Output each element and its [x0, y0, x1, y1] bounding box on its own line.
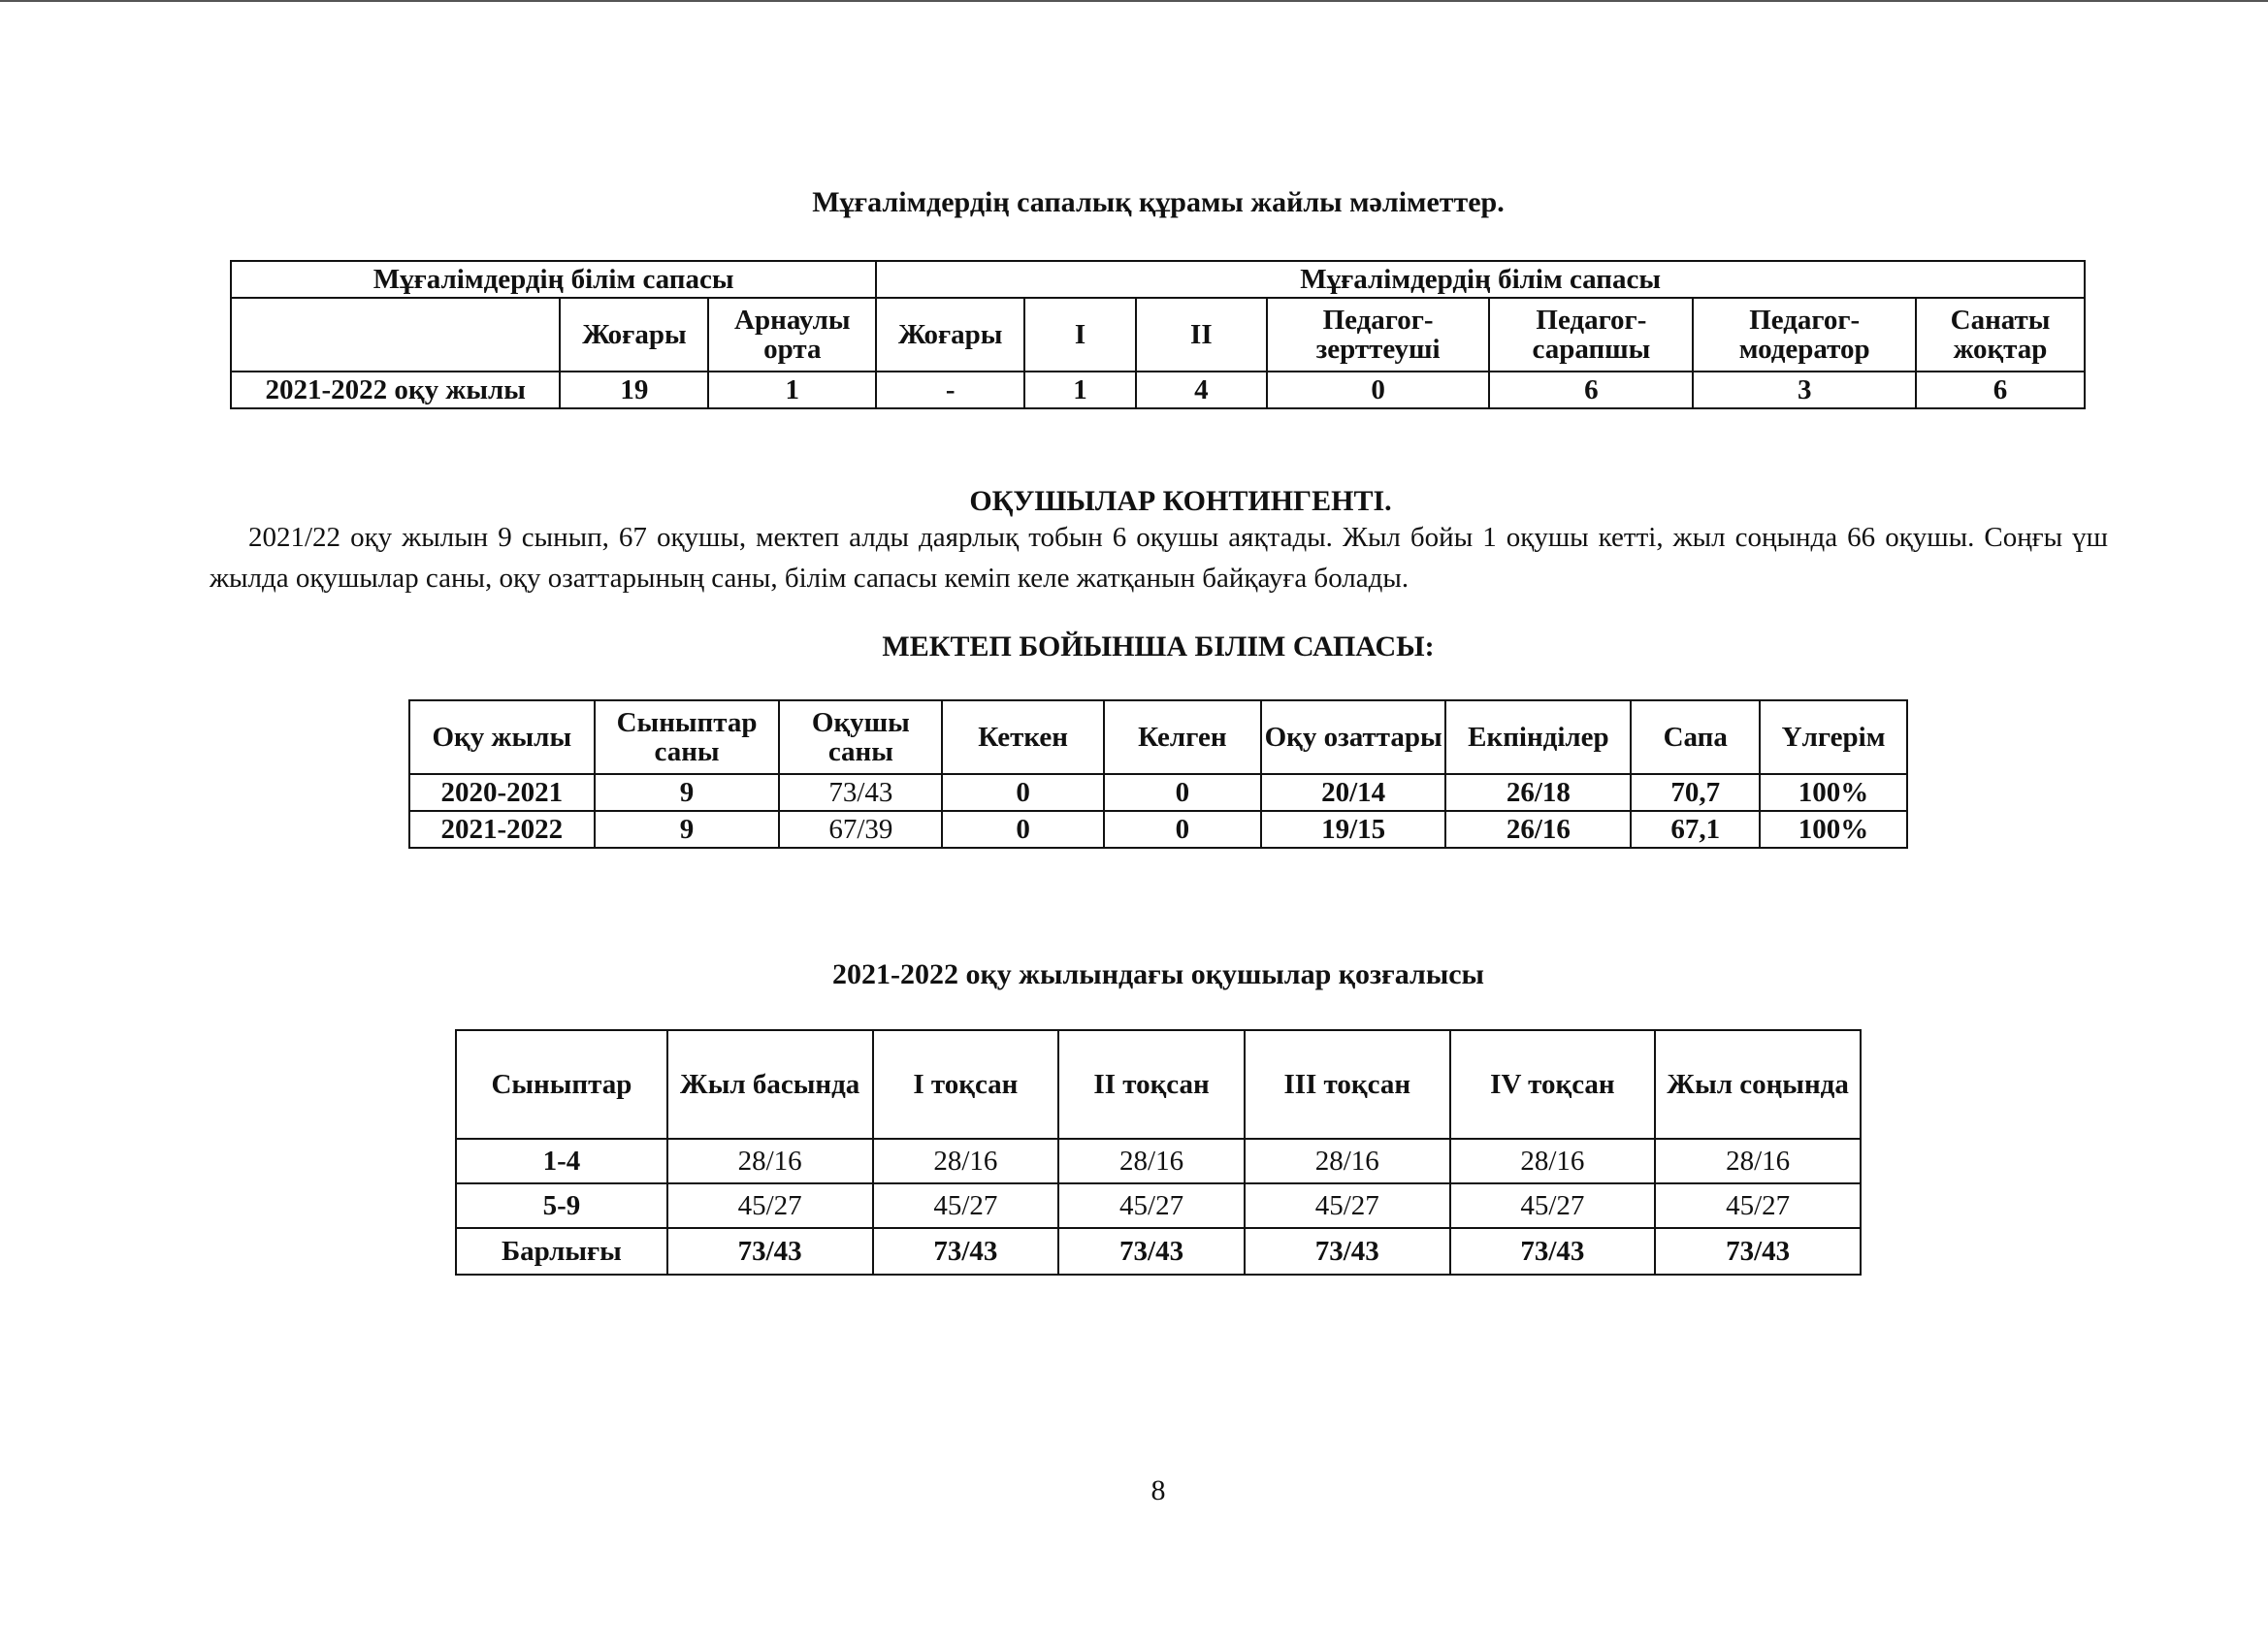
- table-cell: 5-9: [456, 1183, 667, 1228]
- student-movement-title: 2021-2022 оқу жылындағы оқушылар қозғалысы: [832, 958, 1484, 990]
- table-cell: 0: [1267, 372, 1490, 408]
- table-cell: 28/16: [1655, 1139, 1861, 1183]
- header-cell: Оқушы саны: [779, 700, 942, 774]
- table-cell: 0: [1104, 811, 1261, 848]
- header-cell: Сапа: [1631, 700, 1760, 774]
- table-cell: 45/27: [1655, 1183, 1861, 1228]
- table-cell: 45/27: [1245, 1183, 1450, 1228]
- header-cell: І тоқсан: [873, 1030, 1059, 1139]
- students-contingent-title: ОҚУШЫЛАР КОНТИНГЕНТІ.: [969, 485, 1392, 517]
- table-cell: 73/43: [667, 1228, 873, 1275]
- table-cell: Барлығы: [456, 1228, 667, 1275]
- contingent-paragraph: 2021/22 оқу жылын 9 сынып, 67 оқушы, мектеп алды даярлық тобын 6 оқушы аяқтады. Жыл бойы 1 оқушы кетті, жыл соңында 66 оқушы. Соңғы үш жылда оқушылар саны, оқу озаттарының саны, білім сапасы кеміп келе жатқанын байқауға болады.: [210, 522, 2108, 594]
- header-cell: Жоғары: [876, 298, 1024, 372]
- teachers-quality-table: [230, 260, 2086, 409]
- table-cell: 28/16: [667, 1139, 873, 1183]
- header-cell: ІІІ тоқсан: [1245, 1030, 1450, 1139]
- table-row: [409, 774, 1907, 811]
- table-cell: 0: [942, 811, 1104, 848]
- header-cell: Арнаулы орта: [708, 298, 876, 372]
- header-cell: [231, 298, 560, 372]
- table-cell: 19/15: [1261, 811, 1446, 848]
- header-cell: Педагог-зерттеуші: [1267, 298, 1490, 372]
- header-cell: Жыл соңында: [1655, 1030, 1861, 1139]
- table-cell: 3: [1693, 372, 1916, 408]
- header-cell: Жоғары: [560, 298, 708, 372]
- table-cell: 19: [560, 372, 708, 408]
- header-cell: Кеткен: [942, 700, 1104, 774]
- teachers-title: Мұғалімдердің сапалық құрамы жайлы мәліметтер.: [812, 186, 1505, 218]
- table-cell: 0: [942, 774, 1104, 811]
- table-cell: -: [876, 372, 1024, 408]
- header-cell: Екпінділер: [1445, 700, 1631, 774]
- table-cell: 0: [1104, 774, 1261, 811]
- table-cell: 73/43: [1655, 1228, 1861, 1275]
- table-cell: 73/43: [1245, 1228, 1450, 1275]
- header-cell: ІІ тоқсан: [1058, 1030, 1245, 1139]
- table-cell: 20/14: [1261, 774, 1446, 811]
- table-cell: 9: [595, 774, 780, 811]
- table-cell: 45/27: [1450, 1183, 1656, 1228]
- table-cell: 1: [1024, 372, 1136, 408]
- table-cell: 45/27: [667, 1183, 873, 1228]
- table-row: [409, 700, 1907, 774]
- table-cell: 28/16: [873, 1139, 1059, 1183]
- school-quality-title: МЕКТЕП БОЙЫНША БІЛІМ САПАСЫ:: [882, 630, 1435, 663]
- table-cell: 28/16: [1245, 1139, 1450, 1183]
- table-cell: 6: [1489, 372, 1693, 408]
- student-movement-table: [455, 1029, 1862, 1276]
- table-cell: 100%: [1760, 811, 1907, 848]
- table-cell: 1: [708, 372, 876, 408]
- school-quality-table: [408, 699, 1908, 849]
- header-cell: Оқу озаттары: [1261, 700, 1446, 774]
- table-row: [456, 1030, 1861, 1139]
- table-cell: 2020-2021: [409, 774, 595, 811]
- header-cell: Санаты жоқтар: [1916, 298, 2085, 372]
- table-cell: 45/27: [873, 1183, 1059, 1228]
- table-cell: 67/39: [779, 811, 942, 848]
- header-cell: II: [1136, 298, 1267, 372]
- table-row: [456, 1183, 1861, 1228]
- table-cell: 45/27: [1058, 1183, 1245, 1228]
- table-cell: 70,7: [1631, 774, 1760, 811]
- table-cell: 2021-2022 оқу жылы: [231, 372, 560, 408]
- table-row: [231, 298, 2085, 372]
- table-cell: 73/43: [1450, 1228, 1656, 1275]
- page-number: 8: [1150, 1474, 1166, 1506]
- header-cell: Сыныптар: [456, 1030, 667, 1139]
- header-cell: I: [1024, 298, 1136, 372]
- group-header-cell: Мұғалімдердің білім сапасы: [876, 261, 2085, 298]
- header-cell: Оқу жылы: [409, 700, 595, 774]
- header-cell: Педагог-сарапшы: [1489, 298, 1693, 372]
- table-row: [409, 811, 1907, 848]
- table-cell: 73/43: [873, 1228, 1059, 1275]
- scan-top-edge: [0, 0, 2268, 2]
- header-cell: ІV тоқсан: [1450, 1030, 1656, 1139]
- header-cell: Үлгерім: [1760, 700, 1907, 774]
- table-cell: 73/43: [779, 774, 942, 811]
- table-row: [231, 261, 2085, 298]
- table-row: [456, 1139, 1861, 1183]
- table-cell: 28/16: [1058, 1139, 1245, 1183]
- table-cell: 67,1: [1631, 811, 1760, 848]
- group-header-cell: Мұғалімдердің білім сапасы: [231, 261, 876, 298]
- table-cell: 6: [1916, 372, 2085, 408]
- header-cell: Жыл басында: [667, 1030, 873, 1139]
- table-cell: 4: [1136, 372, 1267, 408]
- header-cell: Педагог-модератор: [1693, 298, 1916, 372]
- header-cell: Сыныптар саны: [595, 700, 780, 774]
- table-cell: 1-4: [456, 1139, 667, 1183]
- table-cell: 9: [595, 811, 780, 848]
- table-cell: 26/18: [1445, 774, 1631, 811]
- table-cell: 2021-2022: [409, 811, 595, 848]
- table-cell: 26/16: [1445, 811, 1631, 848]
- table-cell: 100%: [1760, 774, 1907, 811]
- table-cell: 73/43: [1058, 1228, 1245, 1275]
- table-row: [231, 372, 2085, 408]
- table-cell: 28/16: [1450, 1139, 1656, 1183]
- header-cell: Келген: [1104, 700, 1261, 774]
- table-row: [456, 1228, 1861, 1275]
